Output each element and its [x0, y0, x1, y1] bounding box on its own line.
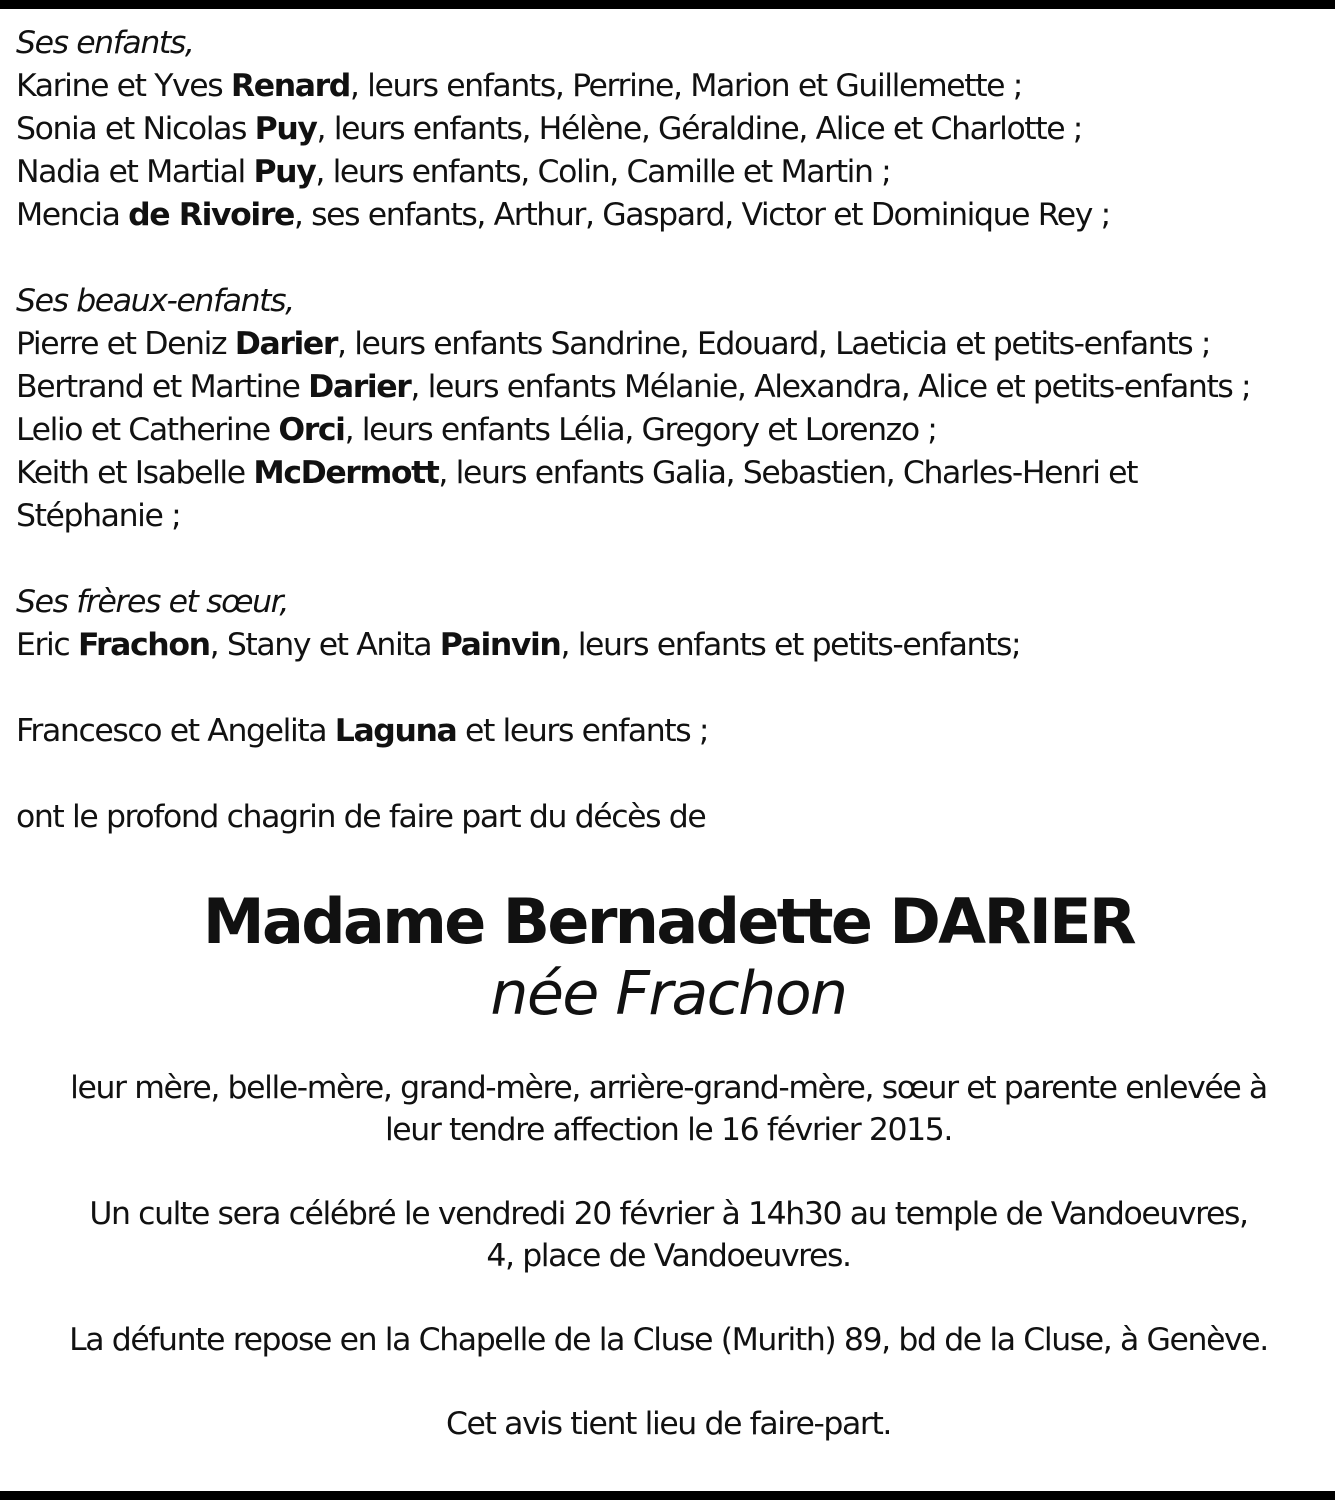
section-spacer: [16, 538, 1321, 581]
obituary-notice: [16, 22, 1321, 1445]
maiden-name: née Frachon: [490, 959, 847, 1029]
family-surname: Puy: [253, 154, 316, 190]
family-surname: Frachon: [77, 627, 210, 663]
siblings-heading: Ses frères et sœur,: [16, 584, 288, 620]
family-surname: Renard: [230, 68, 350, 104]
family-entry: Bertrand et Martine Darier, leurs enfants Mélanie, Alexandra, Alice et petits-enfants ;: [16, 369, 1251, 405]
section-spacer: [16, 1361, 1321, 1403]
section-spacer: [16, 1151, 1321, 1193]
family-surname: Painvin: [439, 627, 561, 663]
relation-paragraph: leur mère, belle-mère, grand-mère, arrière-grand-mère, sœur et parente enlevée à leur tendre affection le 16 février 2015.: [70, 1070, 1267, 1148]
deceased-block: [16, 883, 1321, 1027]
family-entry: Lelio et Catherine Orci, leurs enfants Lélia, Gregory et Lorenzo ;: [16, 412, 937, 448]
family-entry: Francesco et Angelita Laguna et leurs enfants ;: [16, 713, 709, 749]
family-entry: Pierre et Deniz Darier, leurs enfants Sandrine, Edouard, Laeticia et petits-enfants ;: [16, 326, 1211, 362]
section-spacer: [16, 1277, 1321, 1319]
family-entry-continuation: Stéphanie ;: [16, 498, 181, 534]
section-spacer: [16, 753, 1321, 796]
children-heading: Ses enfants,: [16, 25, 194, 61]
family-entry: Mencia de Rivoire, ses enfants, Arthur, Gaspard, Victor et Dominique Rey ;: [16, 197, 1110, 233]
family-entry: Sonia et Nicolas Puy, leurs enfants, Hélène, Géraldine, Alice et Charlotte ;: [16, 111, 1083, 147]
section-spacer: [16, 1027, 1321, 1067]
announcement-intro: ont le profond chagrin de faire part du décès de: [16, 799, 706, 835]
family-entry: Karine et Yves Renard, leurs enfants, Perrine, Marion et Guillemette ;: [16, 68, 1022, 104]
family-entry: Nadia et Martial Puy, leurs enfants, Colin, Camille et Martin ;: [16, 154, 891, 190]
bottom-border-rule: [0, 1491, 1335, 1500]
family-entry: Eric Frachon, Stany et Anita Painvin, leurs enfants et petits-enfants;: [16, 627, 1021, 663]
family-surname: Darier: [308, 369, 411, 405]
section-spacer: [16, 237, 1321, 280]
service-paragraph: Un culte sera célébré le vendredi 20 février à 14h30 au temple de Vandoeuvres, 4, place de Vandoeuvres.: [89, 1196, 1248, 1274]
stepchildren-heading: Ses beaux-enfants,: [16, 283, 294, 319]
family-surname: Laguna: [334, 713, 457, 749]
family-surname: McDermott: [253, 455, 439, 491]
deceased-name: Madame Bernadette DARIER: [202, 885, 1135, 958]
closing-paragraph: Cet avis tient lieu de faire-part.: [445, 1406, 892, 1442]
family-surname: Orci: [278, 412, 345, 448]
family-entry: Keith et Isabelle McDermott, leurs enfants Galia, Sebastien, Charles-Henri et: [16, 455, 1138, 491]
family-surname: de Rivoire: [128, 197, 294, 233]
repose-paragraph: La défunte repose en la Chapelle de la Cluse (Murith) 89, bd de la Cluse, à Genève.: [69, 1322, 1268, 1358]
section-spacer: [16, 667, 1321, 710]
family-surname: Puy: [254, 111, 317, 147]
family-surname: Darier: [234, 326, 337, 362]
top-border-rule: [0, 0, 1335, 9]
